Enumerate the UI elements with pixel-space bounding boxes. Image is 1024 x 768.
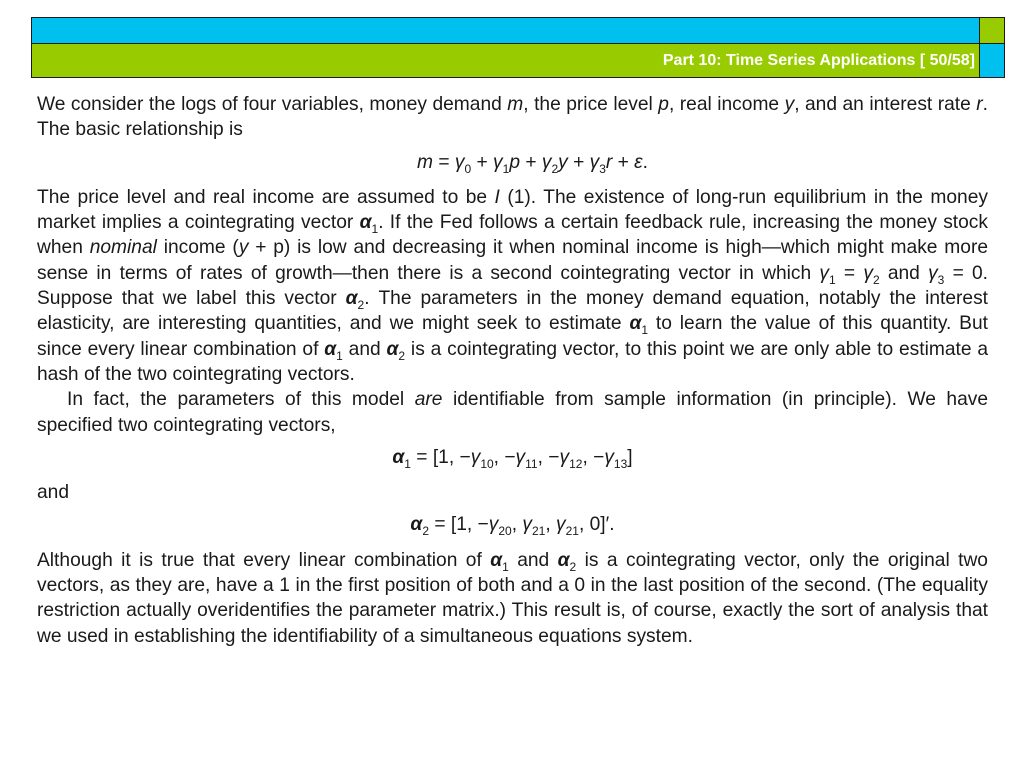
slide-title: Part 10: Time Series Applications [ 50/58] xyxy=(662,52,975,69)
paragraph-conclusion: Although it is true that every linear combination of $\alpha_1$ and $\alpha_2$ is a cointegrating vector, only the original two vectors, as they are, have a 1 in the first position of both and a 0 in the last position of the second. (The equality restriction actually overidentifies the parameter matrix.) This result is, of course, exactly the sort of analysis that we used in establishing the identifiability of a simultaneous equations system. xyxy=(37,549,988,647)
header-title-bar xyxy=(31,43,980,78)
header-bottom-square xyxy=(979,43,1005,78)
equation-alpha2: $\alpha_2 = [1$, $-\gamma_{20}$, $\gamma_{21}$, $\gamma_{21}$, 0]′. xyxy=(410,514,615,539)
equation-money-demand: $m = \gamma_0 + \gamma_1p + \gamma_2y + \gamma_3r + \varepsilon$. xyxy=(417,151,648,176)
header-top-bar xyxy=(31,17,980,44)
equation-alpha1: $\alpha_1 = [1$, $-\gamma_{10}$, $-\gamma_{11}$, $-\gamma_{12}$, $-\gamma_{13}$] xyxy=(392,446,633,471)
paragraph-cointegration: The price level and real income are assumed to be I (1). The existence of long-run equilibrium in the money market implies a cointegrating vector $\alpha_1$. If the Fed follows a certain feedback rule, increasing the money stock when nominal income (y + p) is low and decreasing it when nominal income is high—which might make more sense in terms of rates of growth—then there is a second cointegrating vector in which $\gamma_1 = \gamma_2$ and $\gamma_3 = 0$. Suppose that we label this vector $\alpha_2$. The parameters in the money demand equation, notably the interest elasticity, are interesting quantities, and we might seek to estimate $\alpha_1$ to learn the value of this quantity. But since every linear combination of $\alpha_1$ and $\alpha_2$ is a cointegrating vector, to this point we are only able to estimate a hash of the two cointegrating vectors. xyxy=(37,186,989,385)
slide-content xyxy=(37,92,988,649)
paragraph-intro: We consider the logs of four variables, money demand m, the price level p, real income y, and an interest rate r. The basic relationship is xyxy=(37,94,989,141)
and-label: and xyxy=(37,482,70,504)
header-top-square xyxy=(979,17,1005,44)
paragraph-identification: In fact, the parameters of this model are identifiable from sample information (in principle). We have specified two cointegrating vectors, xyxy=(37,389,989,436)
